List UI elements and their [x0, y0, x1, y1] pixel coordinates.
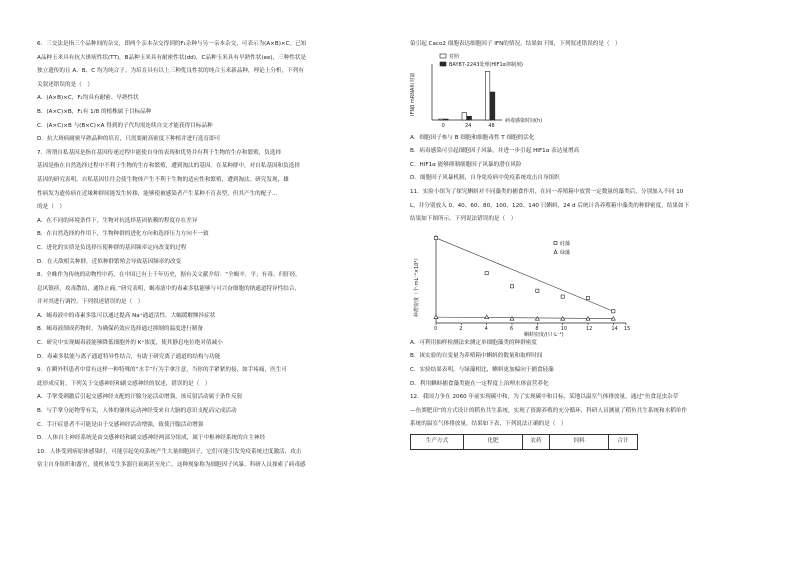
- text-line: 12．我国力争在 2060 年前实现碳中和，为了实现碳中和目标，某地以温室气体排放量，通过“鱼食昆虫杂草: [410, 394, 679, 401]
- ifn-bar-chart: [410, 52, 765, 132]
- table-header-cell: 农药: [523, 434, 550, 449]
- text-line: 基因是指在自然选择过程中不利于生物的生存和繁殖，遭到淘汰的基因。在某种群中，对自私基因和负选择: [37, 163, 300, 170]
- y-axis-label: 种群密度（个·mL⁻¹×10⁴）: [414, 255, 420, 317]
- text-line: 10．人体受到病原体感染时，可能引起免疫系统产生大量细胞因子，它们可能引发免疫系统过度激活，攻击: [37, 448, 302, 455]
- text-line: A．在不同的环境条件下，生物对抗选择基因依赖的程度存在差异: [37, 217, 198, 224]
- text-line: C．进化的实质是负选择压使种群的基因频率定向改变的过程: [37, 244, 187, 251]
- legend-label: 硅藻: [560, 240, 571, 247]
- text-line: D．毒素多肽能与离子通道特异性结合，有助于研究离子通道的结构与功能: [37, 353, 221, 360]
- text-line: 息风镇痉，攻毒散结，通络止痛。”研究表明，蝎毒液中的毒素多肽能够与可兴奋细胞的钠通道特异性结合，: [37, 285, 301, 292]
- x-tick-label: 14: [611, 325, 618, 332]
- text-line: D．抗大斑病耐密早熟品种的培育，只需要耐高密度下种植并进行选育即可: [37, 136, 221, 143]
- table-header-cell: 饲料: [550, 434, 609, 449]
- table-header-cell: 合计: [609, 434, 638, 449]
- text-line: 系统的温室气体排放量，结果如下表，下列说法正确的是（ ）: [410, 421, 567, 428]
- text-line: 染引起 Caco2 细胞表达细胞因子 IFN的情况，结果如下图，下列叙述错误的是（ ）: [410, 41, 621, 47]
- text-line: D．利用蝌蚪捕食藻类能在一定程度上治理水体富营养化: [410, 380, 549, 387]
- x-axis-label: 蝌蚪密度/(只·L⁻¹): [524, 331, 564, 337]
- x-tick-label: 4: [484, 325, 488, 332]
- scatter-chart-svg: [410, 227, 630, 337]
- bar: [485, 71, 490, 120]
- data-point: [586, 296, 589, 299]
- text-line: B．在自然选择的作用下，生物种群的进化方向和选择压力方向不一致: [37, 231, 209, 238]
- x-axis-label: 病毒感染时间(h): [505, 117, 543, 124]
- data-point: [535, 316, 539, 320]
- text-line: C．手汗症患者不可能是由于交感神经活动增强，致使汗腺活动增强: [37, 421, 204, 428]
- x-tick-label: 2: [459, 325, 463, 332]
- text-line: D．细胞因子风暴机制，自身免疫病中免疫系统攻击自身组织: [410, 175, 560, 182]
- data-point: [434, 236, 437, 239]
- text-line: 结果如下图所示。下列说法错误的是（ ）: [410, 216, 517, 223]
- text-line: 9．在瞬外科患者中常有这样一种特殊的“水手”行为手拿注意，当你的手紧紧的接，如手疼痛，医生可: [37, 367, 287, 374]
- text-line: L，并分别放入 0、40、60、80、100、120、140 只蝌蚪，24 d 后统计各养殖箱中藻类的种群密度，结果如下: [410, 202, 690, 209]
- bar: [439, 119, 444, 120]
- right-column: [410, 38, 765, 450]
- bar: [467, 116, 472, 120]
- text-line: 的是（ ）: [37, 204, 65, 211]
- bar: [462, 112, 467, 119]
- text-line: 并对其进行调控。下列叙述错误的是（ ）: [37, 299, 144, 306]
- legend-label: 对照: [449, 53, 460, 60]
- text-line: A．手掌受刺激后引起交感神经支配的汗腺分泌活动增强，该反射活动属于条件反射: [37, 394, 243, 401]
- x-tick-label: 8: [535, 325, 539, 332]
- tadpole-scatter-chart: [410, 227, 765, 337]
- text-line: 宿主自身组织和器官，使机体发生多器官衰竭甚至死亡，这种现象称为细胞因子风暴。科研人员探索了病毒感: [37, 462, 306, 469]
- text-line: C．实验结果表明，与绿藻相比，蝌蚪更加偏向于捕食硅藻: [410, 366, 554, 373]
- text-line: C．HIF1α 能够抑制细胞因子风暴的潜在风险: [410, 161, 522, 168]
- x-tick-label: 24: [465, 122, 472, 129]
- legend-label: BAY87-2243处理(HIF1α抑制剂): [449, 61, 523, 68]
- text-line: A．细胞因子参与 B 细胞和细胞毒性 T 细胞的活化: [410, 134, 535, 141]
- data-point: [561, 295, 564, 298]
- text-line: B．与手掌分泌物等有关，人体的躯体运动神经受来自大脑的意识支配而完成活动: [37, 408, 237, 415]
- legend-label: 绿藻: [560, 249, 571, 256]
- x-tick-label: 12: [586, 325, 593, 332]
- text-line: A品种玉米具有抗大斑病性状(TT)，B品种玉米具有耐密性状(dd)，C品种玉米具有早熟性状(ee)，三种性状是: [37, 54, 307, 61]
- x-tick-label: 15: [624, 325, 630, 332]
- text-line: B．蝎毒液制成药物时，为确保药效应选择通过抑制的温度进行制备: [37, 326, 204, 333]
- table-row: [411, 434, 638, 449]
- legend-swatch: [440, 54, 446, 58]
- text-line: 此形成反射，下列关于交感神经和副交感神经的叙述，错误的是（ ）: [37, 380, 211, 387]
- text-line: C．研究中实现蝎毒液能够降低细胞外的 K⁺浓度，使其静息电位绝对值减小: [37, 340, 223, 347]
- x-tick-label: 0: [441, 122, 445, 129]
- trend-line: [436, 238, 613, 311]
- data-point: [510, 284, 513, 287]
- text-line: B．病毒感染可引起细胞因子风暴，并进一步引起 HIF1α 表达量增高: [410, 148, 580, 155]
- text-line: 11．实验小组为了探究蝌蚪对不同藻类的捕食作用，在同一养殖箱中放置一定数量的藻类后，分别加入不同 10: [410, 188, 684, 195]
- text-line: 基因的研究表明，自私基因往往会使生物体产生不利于生物的适应性和繁殖，遭到淘汰。研究发现，雄: [37, 176, 289, 183]
- text-line: D．在天敌相关种群，近似种群繁殖会导致基因频率的改变: [37, 258, 182, 265]
- text-line: 独立遗传的且 A、B、C 均为纯合子。为培育具有以上三种优良性状的纯合玉米新品种，理论上分析，下列有: [37, 68, 304, 75]
- data-point: [612, 309, 615, 312]
- text-line: A．蝎毒液中的毒素多肽可以通过提高 Na⁺通道活性，大幅缓解颤抖症状: [37, 312, 216, 319]
- table-header-cell: 化肥: [464, 434, 523, 449]
- text-line: 关叙述错误的是（ ）: [37, 81, 93, 88]
- data-point: [536, 289, 539, 292]
- text-line: B．(A×C)×B，F₁有 1/8 的植株属于目标品种: [37, 108, 152, 115]
- text-line: C．(A×C)×B 与(B×C)×A 得到的子代均需连续自交才能获得目标品种: [37, 122, 213, 129]
- x-tick-label: 6: [510, 325, 514, 332]
- bar: [490, 92, 495, 120]
- legend-swatch: [440, 62, 446, 66]
- x-tick-label: 0: [434, 325, 438, 332]
- table-header-cell: 生产方式: [411, 434, 464, 449]
- text-line: D．人体自主神经系统是由交感神经和副交感神经两部分组成，属于中枢神经系统的自主神经: [37, 435, 266, 442]
- text-line: A．(A×B)×C，F₁均具有耐密、早熟性状: [37, 95, 139, 102]
- bar: [444, 119, 449, 120]
- emission-table: [410, 434, 638, 450]
- text-line: 性病发为遗传病在近缘种群间能发生转移，能够使被感染者产生某种不育表型，但其产生的配子...: [37, 190, 278, 197]
- data-point: [485, 271, 488, 274]
- text-line: B．该实验的自变量为养殖箱中蝌蚪的数量和取样时间: [410, 353, 543, 360]
- x-tick-label: 48: [488, 122, 495, 129]
- text-line: 8．全蛛作为传统的动物性中药，在中国已有上千年历史，据有关文献介绍：“全蝎辛，平；有毒。归肝经。: [37, 272, 301, 279]
- data-point: [510, 316, 514, 320]
- x-tick-label: 10: [560, 325, 568, 332]
- y-axis-label: IFNβ mRNA相对量: [410, 72, 416, 116]
- left-column: [37, 38, 392, 473]
- text-line: 7．所谓自私基因是指在基因传递过程中能使自身的表现和优势并有利于生物的生存和繁殖，负选择: [37, 149, 282, 156]
- bar-chart-svg: [410, 52, 610, 132]
- text-line: A．可利用抽样检测法来测定单细胞藻类的种群密度: [410, 339, 537, 346]
- data-point: [485, 315, 489, 319]
- text-line: —鱼粪肥田”的方式设计的稻鱼共生系统，实现了资源养殖的充分循环，科研人员测量了稻鱼共生系统和水稻单作: [410, 407, 687, 414]
- legend-marker: [554, 250, 557, 254]
- text-line: 6．三交法是指三个品种间的杂交，即两个亲本杂交得到的F₁杂种与另一亲本杂交，可表示为(A×B)×C。已知: [37, 41, 307, 47]
- legend-marker: [554, 241, 557, 244]
